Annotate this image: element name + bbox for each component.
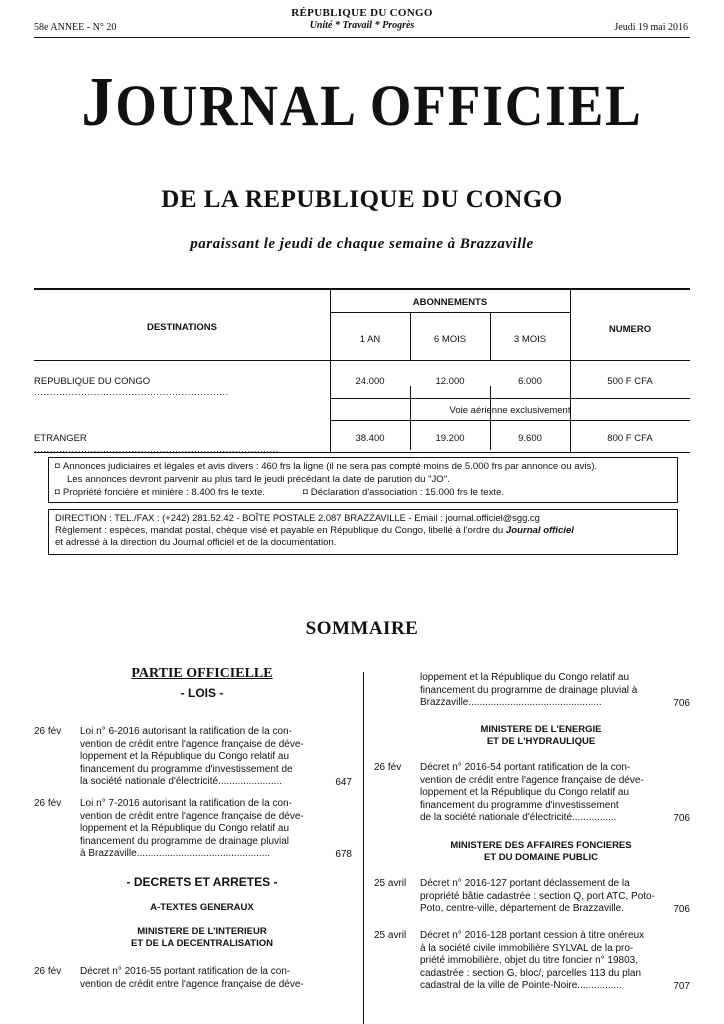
table-rule <box>330 312 570 313</box>
notice-line <box>55 460 671 474</box>
entry-line: loppement et la République du Congo relatif au <box>420 672 630 683</box>
notice-text: Propriété foncière et minière : 8.400 frs le texte. <box>62 487 265 498</box>
entry-date: 26 fév <box>374 762 402 773</box>
entry-line: la société nationale d'électricité....................... <box>80 776 283 788</box>
contact-box <box>48 509 678 555</box>
notices-box <box>48 457 678 503</box>
entry-line: à Brazzaville................................................ <box>80 848 271 860</box>
period-6mois: 6 MOIS <box>433 334 467 345</box>
heading-line: ET DE L'HYDRAULIQUE <box>486 736 596 747</box>
entry-line: à la société civile immobilière SYLVAL de la pro- <box>420 942 634 954</box>
entry-date: 26 fév <box>34 798 62 809</box>
entry-line: cadastrée : section G, bloc/, parcelles 113 du plan <box>420 967 642 979</box>
subscription-table <box>34 288 690 453</box>
destination-etranger <box>34 433 324 455</box>
journal-name-emphasis: Journal officiel <box>505 524 574 536</box>
issue-date: Jeudi 19 mai 2016 <box>614 22 688 33</box>
leader-dots: .............................................................................. <box>34 444 279 455</box>
numero-congo: 500 F CFA <box>607 376 653 387</box>
numero-header: NUMERO <box>608 324 652 335</box>
sommaire-entry <box>374 762 690 828</box>
ministere-interieur-heading <box>34 926 352 950</box>
contact-line: DIRECTION : TEL./FAX : (+242) 281.52.42 - BOÎTE POSTALE 2.087 BRAZZAVILLE - Email : journal.officiel@sgg.cg <box>55 512 540 523</box>
entry-line: vention de crédit entre l'agence française de déve- <box>420 774 644 786</box>
heading-line: MINISTERE DE L'INTERIEUR <box>137 926 267 937</box>
heading-line: MINISTERE DE L'ENERGIE <box>480 724 602 735</box>
partie-officielle-heading: PARTIE OFFICIELLE <box>131 666 273 681</box>
entry-line: loppement et la République du Congo relatif au <box>80 751 290 763</box>
entry-line: financement du programme d'investissement <box>420 799 619 811</box>
entry-line: financement du programme de drainage pluvial <box>80 835 290 847</box>
entry-date: 26 fév <box>34 726 62 737</box>
entry-line: priété immobilière, objet du titre foncier n° 19803, <box>420 955 639 967</box>
payment-text: Règlement : espèces, mandat postal, chèque visé et payable en République du Congo, libellé à l'ordre du <box>55 524 506 536</box>
destination-congo <box>34 376 324 398</box>
sommaire-entry <box>34 966 352 994</box>
heading-line: ET DU DOMAINE PUBLIC <box>484 852 598 863</box>
entry-line: propriété bâtie cadastrée : section Q, port ATC, Poto- <box>420 890 655 902</box>
notice-text: Déclaration d'association : 15.000 frs le texte. <box>310 487 505 498</box>
entry-text <box>420 878 680 916</box>
sommaire-entry <box>34 726 352 792</box>
sommaire-title: SOMMAIRE <box>305 618 419 639</box>
entry-line: Brazzaville................................................ <box>420 697 602 709</box>
entry-line: financement du programme de drainage pluvial à <box>420 684 638 696</box>
title-initial: J <box>81 64 116 141</box>
heading-line: MINISTERE DES AFFAIRES FONCIERES <box>450 840 632 851</box>
entry-text <box>80 966 340 991</box>
air-note: Voie aérienne exclusivement <box>449 405 571 416</box>
entry-line: Décret n° 2016-54 portant ratification de la con- <box>420 762 631 773</box>
sommaire-right-column <box>374 672 690 1024</box>
entry-line: vention de crédit entre l'agence française de déve- <box>80 738 304 750</box>
table-divider <box>330 290 331 452</box>
square-bullet-icon: ◘ <box>55 461 60 470</box>
ministere-foncier-heading <box>374 840 690 864</box>
price-congo-3mois: 6.000 <box>518 376 542 387</box>
notice-line: Les annonces devront parvenir au plus tard le jeudi précédant la date de parution du "JO". <box>67 473 450 485</box>
contact-line: et adressé à la direction du Journal officiel et de la documentation. <box>55 537 337 548</box>
title-rest: OURNAL OFFICIEL <box>115 73 643 138</box>
destination-label: REPUBLIQUE DU CONGO <box>34 376 151 387</box>
numero-etranger: 800 F CFA <box>607 433 653 444</box>
journal-tagline: paraissant le jeudi de chaque semaine à Brazzaville <box>190 236 534 252</box>
entry-date: 26 fév <box>34 966 62 977</box>
price-etranger-3mois: 9.600 <box>518 433 542 444</box>
entry-line: loppement et la République du Congo relatif au <box>420 787 630 799</box>
table-rule <box>34 360 690 361</box>
heading-line: ET DE LA DECENTRALISATION <box>131 938 273 949</box>
entry-line: financement du programme d'investissement de <box>80 763 293 775</box>
entry-page: 706 <box>673 904 690 915</box>
sommaire-left-column <box>34 668 352 1024</box>
entry-page: 647 <box>335 777 352 788</box>
square-bullet-icon: ◘ <box>302 487 308 496</box>
entry-line: loppement et la République du Congo relatif au <box>80 823 290 835</box>
lois-heading: - LOIS - <box>180 685 224 700</box>
entry-text <box>420 762 680 825</box>
entry-line: Loi n° 7-2016 autorisant la ratification de la con- <box>80 798 292 809</box>
price-etranger-6mois: 19.200 <box>435 433 465 444</box>
issue-number: 58e ANNEE - N° 20 <box>34 22 117 33</box>
column-separator <box>363 672 364 1024</box>
entry-line: Loi n° 6-2016 autorisant la ratification de la con- <box>80 726 292 737</box>
national-motto: Unité * Travail * Progrès <box>309 20 415 31</box>
table-rule <box>330 420 690 421</box>
period-1an: 1 AN <box>359 334 381 345</box>
entry-line: de la société nationale d'électricité................ <box>420 812 617 824</box>
textes-generaux-heading: A-TEXTES GENERAUX <box>150 902 254 913</box>
journal-title <box>29 64 695 141</box>
entry-page: 706 <box>673 813 690 824</box>
entry-date: 25 avril <box>374 878 407 889</box>
price-congo-6mois: 12.000 <box>435 376 465 387</box>
entry-page: 707 <box>673 981 690 992</box>
destinations-header: DESTINATIONS <box>146 322 218 333</box>
entry-text <box>80 798 340 861</box>
entry-line: Décret n° 2016-127 portant déclassement de la <box>420 878 630 889</box>
country-name: RÉPUBLIQUE DU CONGO <box>291 7 433 19</box>
sommaire-entry <box>374 930 690 996</box>
entry-page: 678 <box>335 849 352 860</box>
entry-line: Décret n° 2016-55 portant ratification de la con- <box>80 966 291 977</box>
entry-line: vention de crédit entre l'agence française de déve- <box>80 810 304 822</box>
destination-label: ETRANGER <box>34 433 87 444</box>
square-bullet-icon: ◘ <box>55 487 60 496</box>
table-rule <box>330 398 690 399</box>
entry-line: cadastral de la ville de Pointe-Noire................ <box>420 980 622 992</box>
journal-subtitle: DE LA REPUBLIQUE DU CONGO <box>161 186 563 213</box>
leader-dots: .............................................................. <box>34 387 229 398</box>
table-divider <box>570 290 571 452</box>
sommaire-entry <box>374 878 690 918</box>
entry-text <box>420 672 680 710</box>
abonnements-header: ABONNEMENTS <box>412 297 488 308</box>
entry-line: Poto, centre-ville, département de Brazzaville. <box>420 903 624 915</box>
entry-page: 706 <box>673 698 690 709</box>
entry-text <box>420 930 680 993</box>
notice-line <box>55 486 671 500</box>
entry-date: 25 avril <box>374 930 407 941</box>
price-etranger-1an: 38.400 <box>355 433 385 444</box>
decrets-heading: - DECRETS ET ARRETES - <box>126 875 278 889</box>
sommaire-entry <box>34 798 352 864</box>
entry-line: vention de crédit entre l'agence française de déve- <box>80 978 304 990</box>
notice-text: Annonces judiciaires et légales et avis divers : 460 frs la ligne (il ne sera pas compté moins de 5.000 frs par annonce ou avis). <box>62 461 598 472</box>
price-congo-1an: 24.000 <box>355 376 385 387</box>
entry-text <box>80 726 340 789</box>
ministere-energie-heading <box>374 724 690 748</box>
period-3mois: 3 MOIS <box>513 334 547 345</box>
sommaire-entry-continued <box>374 672 690 712</box>
entry-line: Décret n° 2016-128 portant cession à titre onéreux <box>420 930 645 941</box>
contact-line <box>55 525 671 538</box>
header-rule <box>34 37 690 38</box>
